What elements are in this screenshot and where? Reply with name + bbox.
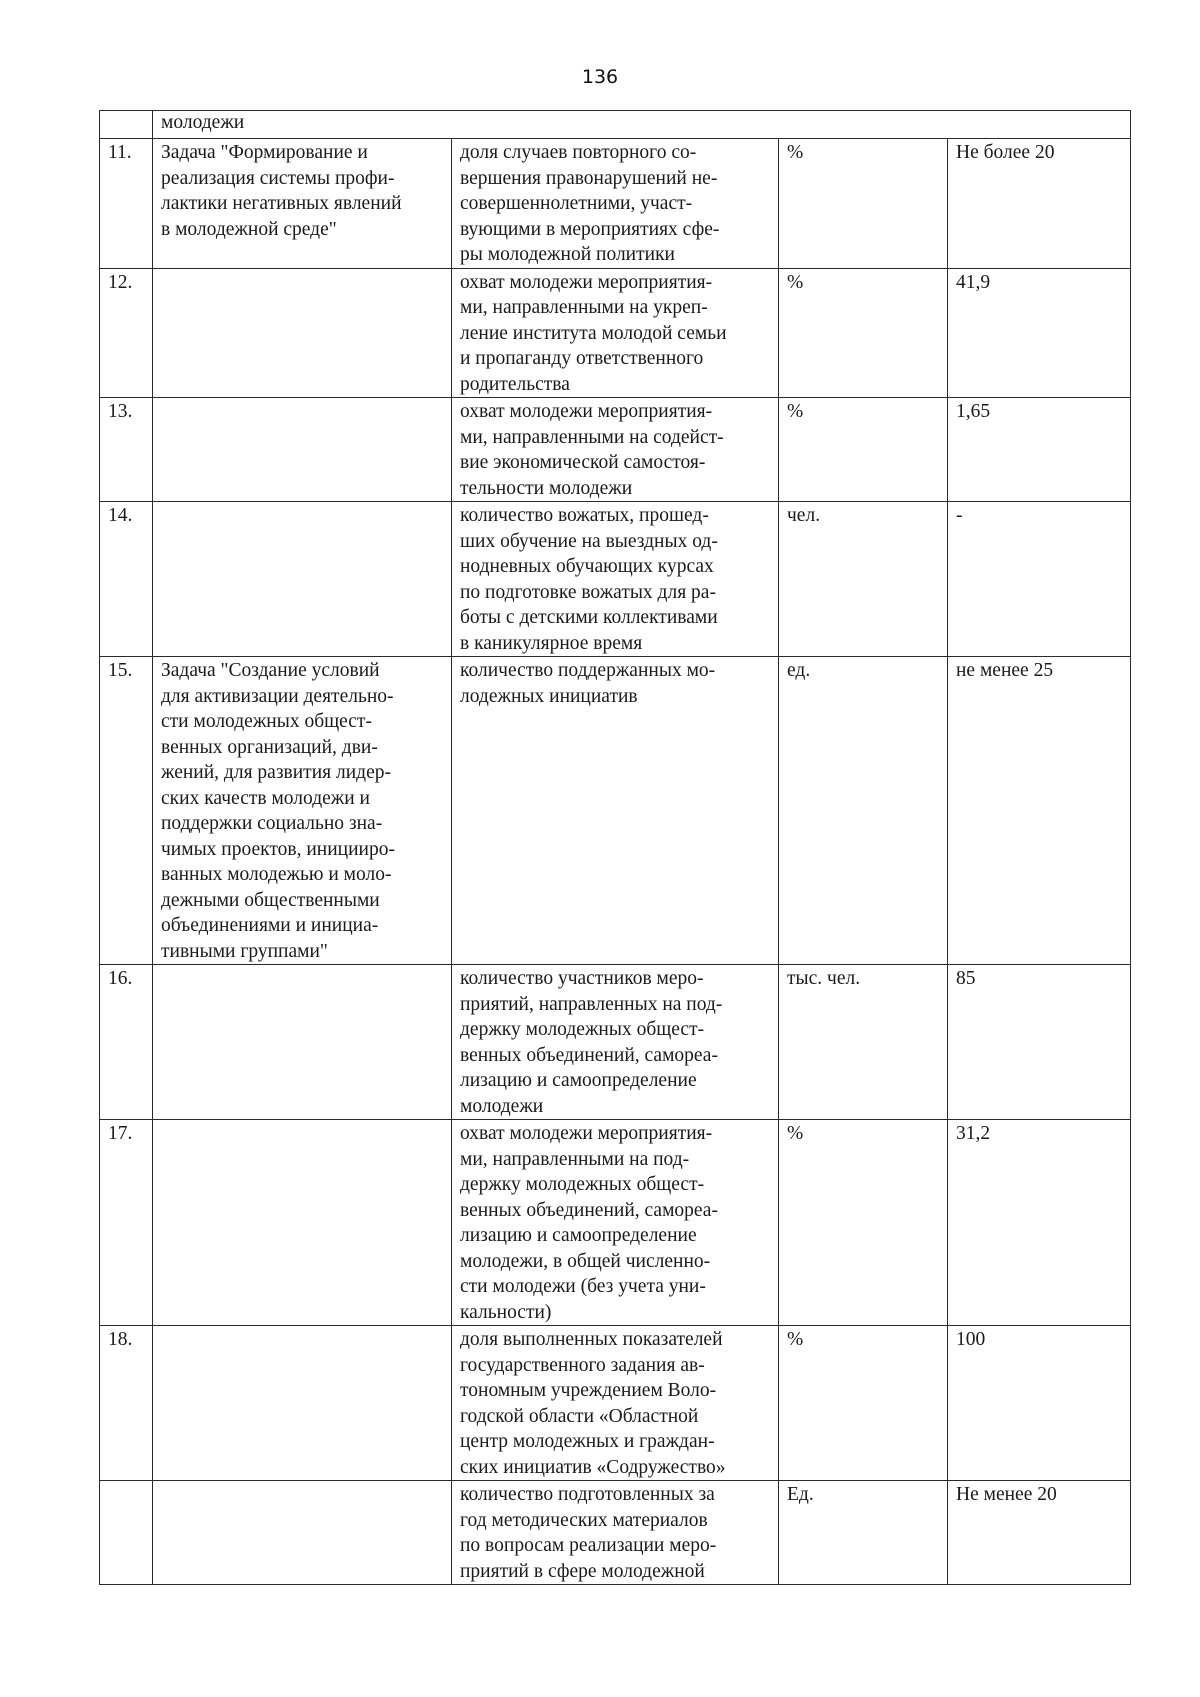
table-row	[100, 139, 1131, 269]
indicator-cell: охват молодежи мероприятия- ми, направленными на под- держку молодежных общест- венных объединений, самореа- лизацию и самоопределение молодежи, в общей численно- сти молодежи (без учета уни- кальности)	[452, 1120, 779, 1326]
value-cell: 31,2	[948, 1120, 1131, 1326]
unit-cell: %	[779, 139, 948, 269]
table-row	[100, 965, 1131, 1120]
row-number-cell: 18.	[100, 1326, 153, 1481]
task-cell	[153, 398, 452, 502]
indicators-table	[99, 110, 1131, 1585]
indicator-cell: количество поддержанных мо- лодежных инициатив	[452, 657, 779, 965]
value-cell: Не менее 20	[948, 1481, 1131, 1585]
value-cell: 41,9	[948, 268, 1131, 398]
value-cell: Не более 20	[948, 139, 1131, 269]
indicator-cell: доля случаев повторного со- вершения правонарушений не- совершеннолетними, участ- вующими в мероприятиях сфе- ры молодежной политики	[452, 139, 779, 269]
unit-cell: чел.	[779, 502, 948, 657]
row-number-cell: 15.	[100, 657, 153, 965]
indicator-cell: доля выполненных показателей государственного задания ав- тономным учреждением Воло- годской области «Областной центр молодежных и граждан- ских инициатив «Содружество»	[452, 1326, 779, 1481]
indicator-cell: количество участников меро- приятий, направленных на под- держку молодежных общест- венных объединений, самореа- лизацию и самоопределение молодежи	[452, 965, 779, 1120]
table-row	[100, 1481, 1131, 1585]
row-number-cell	[100, 1481, 153, 1585]
table-row	[100, 268, 1131, 398]
indicator-cell: охват молодежи мероприятия- ми, направленными на укреп- ление института молодой семьи и пропаганду ответственного родительства	[452, 268, 779, 398]
task-cell: Задача "Создание условий для активизации деятельно- сти молодежных общест- венных организаций, дви- жений, для развития лидер- ских качеств молодежи и поддержки социально зна- чимых проектов, иницииро- ванных молодежью и моло- дежными общественными объединениями и инициа- тивными группами"	[153, 657, 452, 965]
indicator-cell: количество подготовленных за год методических материалов по вопросам реализации меро- приятий в сфере молодежной	[452, 1481, 779, 1585]
value-cell: -	[948, 502, 1131, 657]
table-row	[100, 1326, 1131, 1481]
value-cell: не менее 25	[948, 657, 1131, 965]
task-cell	[153, 1120, 452, 1326]
unit-cell: ед.	[779, 657, 948, 965]
value-cell: 1,65	[948, 398, 1131, 502]
row-number-cell: 14.	[100, 502, 153, 657]
indicator-cell: охват молодежи мероприятия- ми, направленными на содейст- вие экономической самостоя- тельности молодежи	[452, 398, 779, 502]
task-cell	[153, 1481, 452, 1585]
table-row	[100, 1120, 1131, 1326]
page-number: 136	[581, 66, 619, 88]
row-number-cell: 11.	[100, 139, 153, 269]
row-number-cell: 17.	[100, 1120, 153, 1326]
table-row	[100, 111, 1131, 139]
task-cell	[153, 502, 452, 657]
task-cell	[153, 965, 452, 1120]
unit-cell: тыс. чел.	[779, 965, 948, 1120]
unit-cell: Ед.	[779, 1481, 948, 1585]
row-number-cell: 16.	[100, 965, 153, 1120]
table-row	[100, 398, 1131, 502]
unit-cell: %	[779, 268, 948, 398]
unit-cell: %	[779, 1120, 948, 1326]
row-number-cell: 13.	[100, 398, 153, 502]
continuation-text-cell: молодежи	[153, 111, 1131, 139]
unit-cell: %	[779, 398, 948, 502]
task-cell	[153, 1326, 452, 1481]
table-row	[100, 657, 1131, 965]
task-cell	[153, 268, 452, 398]
value-cell: 85	[948, 965, 1131, 1120]
indicator-cell: количество вожатых, прошед- ших обучение на выездных од- нодневных обучающих курсах по подготовке вожатых для ра- боты с детскими коллективами в каникулярное время	[452, 502, 779, 657]
table-row	[100, 502, 1131, 657]
row-number-cell: 12.	[100, 268, 153, 398]
task-cell: Задача "Формирование и реализация системы профи- лактики негативных явлений в молодежной среде"	[153, 139, 452, 269]
value-cell: 100	[948, 1326, 1131, 1481]
row-number-cell	[100, 111, 153, 139]
unit-cell: %	[779, 1326, 948, 1481]
